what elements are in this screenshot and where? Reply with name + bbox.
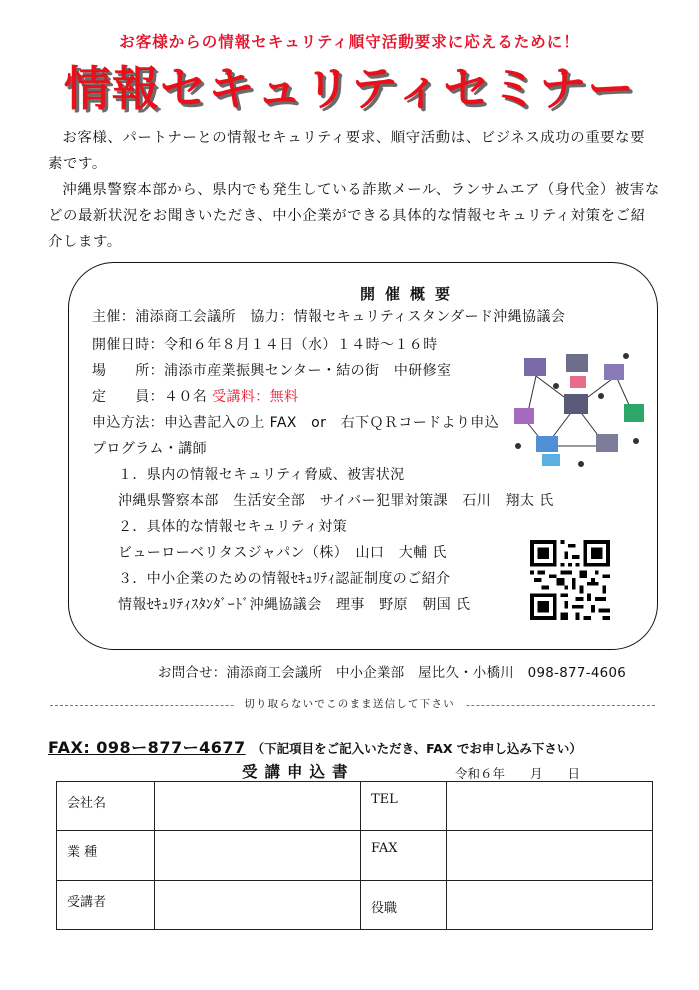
program-item-2-title: ２．具体的な情報セキュリティ対策 xyxy=(118,519,347,535)
program-item-1-speaker: 沖縄県警察本部 生活安全部 サイバー犯罪対策課 石川 翔太 氏 xyxy=(118,493,554,509)
form-title: 受講申込書 xyxy=(242,763,355,781)
fax-field[interactable] xyxy=(447,831,653,880)
page-title: 情報セキュリティセミナー xyxy=(63,62,636,117)
program-item-3-title: ３．中小企業のための情報ｾｷｭﾘﾃｨ認証制度のご紹介 xyxy=(118,571,451,587)
program-item-1-title: １．県内の情報セキュリティ脅威、被害状況 xyxy=(118,467,405,483)
application-qr-code[interactable] xyxy=(530,540,610,620)
form-row-attendee xyxy=(57,880,653,929)
fax-line xyxy=(48,735,582,758)
fee-free: 受講料：無料 xyxy=(212,389,299,405)
program-item-3-speaker: 情報ｾｷｭﾘﾃｨｽﾀﾝﾀﾞｰﾄﾞ沖縄協議会 理事 野原 朝国 氏 xyxy=(118,597,471,613)
capacity-label: 定 員：４０名 xyxy=(92,389,208,405)
industry-field[interactable] xyxy=(155,831,361,880)
company-field[interactable] xyxy=(155,782,361,831)
program-heading: プログラム・講師 xyxy=(92,441,208,457)
intro-paragraph-2: 沖縄県警察本部から、県内でも発生している詐欺メール、ランサムエア（身代金）被害などの最新状況をお聞きいただき、中小企業ができる具体的な情報セキュリティ対策をご紹介します。 xyxy=(48,182,660,250)
event-datetime: 開催日時：令和６年８月１４日（水）１４時～１６時 xyxy=(92,337,438,353)
industry-label: 業 種 xyxy=(57,831,155,880)
capacity xyxy=(92,386,298,406)
intro-paragraph-1: お客様、パートナーとの情報セキュリティ要求、順守活動は、ビジネス成功の重要な要素です。 xyxy=(48,130,646,172)
subtitle: お客様からの情報セキュリティ順守活動要求に応えるために！ xyxy=(119,33,580,51)
application-method: 申込方法：申込書記入の上 FAX or 右下ＱＲコードより申込 xyxy=(92,415,500,431)
form-date: 令和６年 月 日 xyxy=(455,766,581,781)
fax-number: FAX: 098ー877ー4677 xyxy=(48,738,246,757)
cut-instruction-text: 切り取らないでこのまま送信して下さい xyxy=(234,698,465,710)
venue: 場 所：浦添市産業振興センター・結の街 中研修室 xyxy=(92,363,452,379)
cut-instruction xyxy=(0,696,699,711)
intro-text xyxy=(48,125,660,255)
organizer: 主催：浦添商工会議所 協力：情報セキュリティスタンダード沖縄協議会 xyxy=(92,309,566,325)
position-label: 役職 xyxy=(361,880,447,929)
attendee-label: 受講者 xyxy=(57,880,155,929)
overview-heading: 開催概要 xyxy=(359,285,460,303)
tel-field[interactable] xyxy=(447,782,653,831)
fax-note: （下記項目をご記入いただき、FAX でお申し込み下さい） xyxy=(251,741,582,756)
contact-info: お問合せ：浦添商工会議所 中小企業部 屋比久・小橋川 098-877-4606 xyxy=(158,666,627,681)
fax-label: FAX xyxy=(361,831,447,880)
company-label: 会社名 xyxy=(57,782,155,831)
program-item-2-speaker: ビューローベリタスジャパン（株） 山口 大輔 氏 xyxy=(118,545,447,561)
attendee-field[interactable] xyxy=(155,880,361,929)
application-form xyxy=(56,781,653,930)
form-row-industry xyxy=(57,831,653,880)
tel-label: TEL xyxy=(361,782,447,831)
security-network-illustration xyxy=(506,346,648,474)
form-row-company xyxy=(57,782,653,831)
position-field[interactable] xyxy=(447,880,653,929)
